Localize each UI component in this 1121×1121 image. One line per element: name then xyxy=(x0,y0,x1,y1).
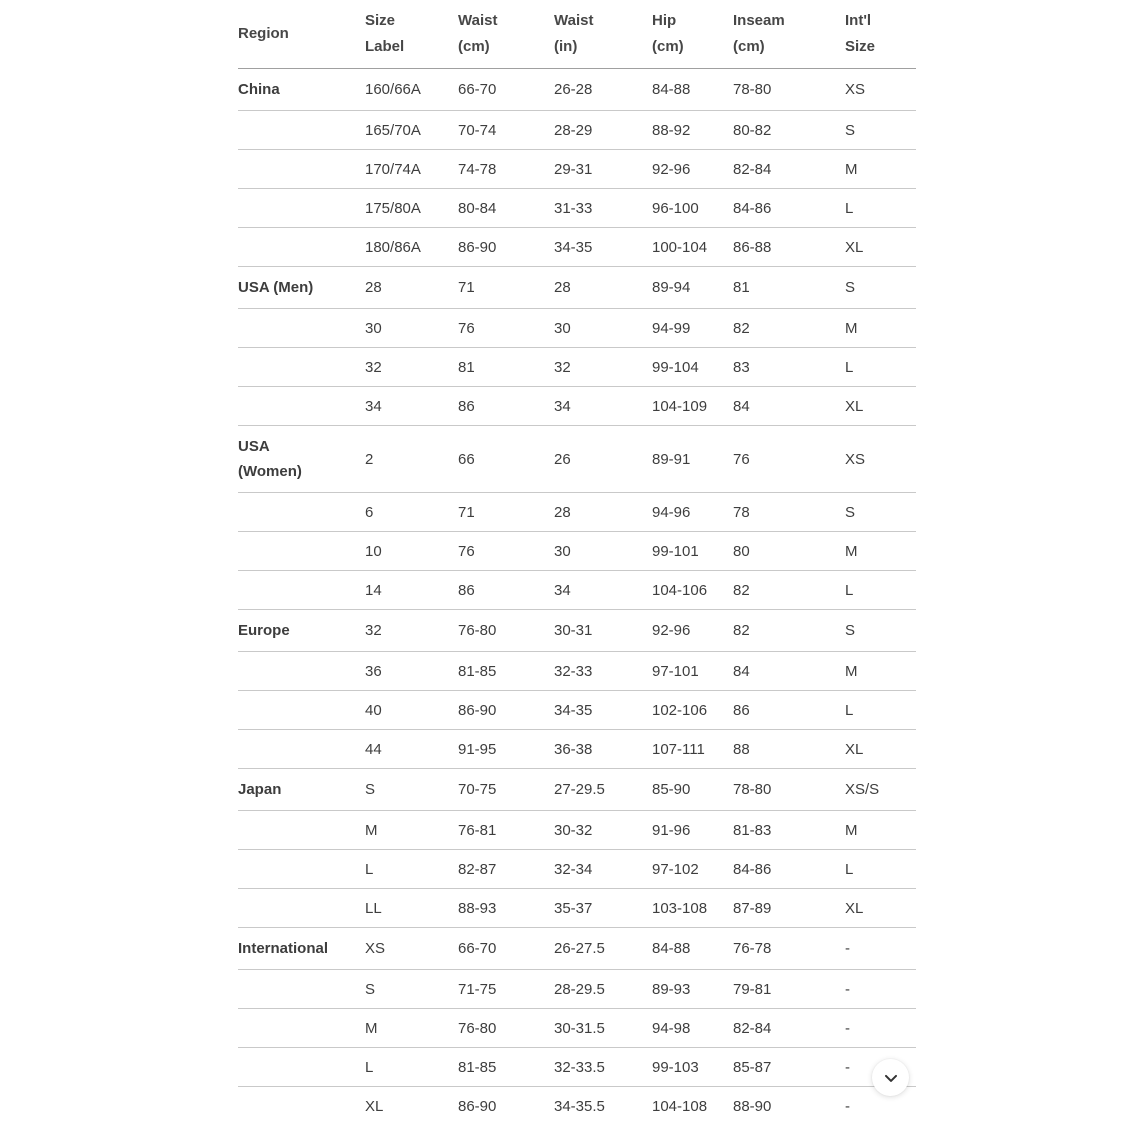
column-header-region: Region xyxy=(238,25,289,42)
data-cell: 89-91 xyxy=(652,450,691,468)
region-label: China xyxy=(238,81,280,98)
column-header-intl_size: Int'l Size xyxy=(845,12,876,55)
table-row xyxy=(238,189,916,228)
data-cell: 14 xyxy=(365,581,382,599)
data-cell: 104-108 xyxy=(652,1097,708,1115)
region-label xyxy=(238,582,365,598)
region-label: USA (Men) xyxy=(238,279,314,296)
region-label: International xyxy=(238,940,329,957)
data-cell: 88-90 xyxy=(733,1097,772,1115)
region-label: Japan xyxy=(238,781,282,798)
data-cell: 94-99 xyxy=(652,319,691,337)
data-cell: 34-35.5 xyxy=(554,1097,605,1115)
data-cell: 81-83 xyxy=(733,821,772,839)
data-cell: 30-32 xyxy=(554,821,593,839)
data-cell: 10 xyxy=(365,542,382,560)
data-cell: 32-34 xyxy=(554,860,593,878)
data-cell: 82-84 xyxy=(733,1019,772,1037)
data-cell: 66-70 xyxy=(458,81,497,98)
data-cell: 88-92 xyxy=(652,121,691,139)
data-cell: 28-29.5 xyxy=(554,980,605,998)
data-cell: L xyxy=(845,199,854,217)
data-cell: 84 xyxy=(733,662,750,680)
data-cell: 85-90 xyxy=(652,781,691,798)
data-cell: M xyxy=(845,542,858,560)
data-cell: 84-86 xyxy=(733,199,772,217)
table-row xyxy=(238,652,916,691)
data-cell: 32 xyxy=(365,358,382,376)
data-cell: M xyxy=(845,821,858,839)
table-row xyxy=(238,150,916,189)
data-cell: 84-88 xyxy=(652,940,691,957)
data-cell: 76-80 xyxy=(458,1019,497,1037)
region-label xyxy=(238,320,365,336)
data-cell: 28-29 xyxy=(554,121,593,139)
region-label xyxy=(238,702,365,718)
table-row xyxy=(238,889,916,928)
data-cell: - xyxy=(845,980,850,998)
data-cell: 97-102 xyxy=(652,860,699,878)
data-cell: XL xyxy=(845,740,864,758)
data-cell: 104-109 xyxy=(652,397,708,415)
region-label xyxy=(238,861,365,877)
table-row xyxy=(238,610,916,652)
data-cell: 26 xyxy=(554,450,571,468)
data-cell: 31-33 xyxy=(554,199,593,217)
data-cell: 82-87 xyxy=(458,860,497,878)
data-cell: 76-81 xyxy=(458,821,497,839)
data-cell: 96-100 xyxy=(652,199,699,217)
region-label xyxy=(238,1098,365,1114)
data-cell: - xyxy=(845,1058,850,1076)
data-cell: 88 xyxy=(733,740,750,758)
data-cell: M xyxy=(365,821,378,839)
data-cell: 82 xyxy=(733,319,750,337)
data-cell: 35-37 xyxy=(554,899,593,917)
region-label xyxy=(238,200,365,216)
data-cell: 28 xyxy=(554,503,571,521)
table-row xyxy=(238,1009,916,1048)
region-label xyxy=(238,543,365,559)
data-cell: 79-81 xyxy=(733,980,772,998)
data-cell: 36 xyxy=(365,662,382,680)
table-row xyxy=(238,970,916,1009)
expand-button[interactable] xyxy=(872,1059,909,1096)
table-row xyxy=(238,928,916,970)
data-cell: 89-94 xyxy=(652,279,691,296)
data-cell: 99-101 xyxy=(652,542,699,560)
data-cell: 80-84 xyxy=(458,199,497,217)
data-cell: XS xyxy=(845,81,866,98)
data-cell: 83 xyxy=(733,358,750,376)
data-cell: 175/80A xyxy=(365,199,421,217)
data-cell: 84-88 xyxy=(652,81,691,98)
data-cell: 86-90 xyxy=(458,238,497,256)
data-cell: 30 xyxy=(554,319,571,337)
data-cell: - xyxy=(845,1097,850,1115)
data-cell: 2 xyxy=(365,450,374,468)
data-cell: 28 xyxy=(365,279,382,296)
data-cell: XS xyxy=(845,450,866,468)
data-cell: 91-95 xyxy=(458,740,497,758)
region-label xyxy=(238,741,365,757)
chevron-down-icon xyxy=(881,1068,901,1088)
data-cell: 66-70 xyxy=(458,940,497,957)
data-cell: S xyxy=(365,781,376,798)
data-cell: 160/66A xyxy=(365,81,421,98)
column-header-inseam_cm: Inseam (cm) xyxy=(733,12,785,55)
data-cell: L xyxy=(845,581,854,599)
data-cell: 81-85 xyxy=(458,662,497,680)
data-cell: 71 xyxy=(458,279,475,296)
data-cell: 76-80 xyxy=(458,622,497,639)
data-cell: 30-31.5 xyxy=(554,1019,605,1037)
region-label xyxy=(238,504,365,520)
table-row xyxy=(238,267,916,309)
data-cell: XS xyxy=(365,940,386,957)
data-cell: 94-96 xyxy=(652,503,691,521)
table-row xyxy=(238,493,916,532)
data-cell: XL xyxy=(845,238,864,256)
region-label xyxy=(238,900,365,916)
data-cell: L xyxy=(845,358,854,376)
data-cell: 32-33.5 xyxy=(554,1058,605,1076)
table-row xyxy=(238,69,916,111)
data-cell: 94-98 xyxy=(652,1019,691,1037)
data-cell: 40 xyxy=(365,701,382,719)
data-cell: 26-28 xyxy=(554,81,593,98)
data-cell: L xyxy=(845,860,854,878)
data-cell: 92-96 xyxy=(652,160,691,178)
table-row xyxy=(238,348,916,387)
data-cell: 78 xyxy=(733,503,750,521)
data-cell: L xyxy=(365,860,374,878)
data-cell: XL xyxy=(365,1097,384,1115)
data-cell: 66 xyxy=(458,450,475,468)
data-cell: LL xyxy=(365,899,382,917)
data-cell: 82 xyxy=(733,581,750,599)
data-cell: 81 xyxy=(458,358,475,376)
table-row xyxy=(238,111,916,150)
region-label xyxy=(238,981,365,997)
data-cell: S xyxy=(845,622,856,639)
data-cell: 34-35 xyxy=(554,701,593,719)
data-cell: - xyxy=(845,940,850,957)
data-cell: M xyxy=(845,319,858,337)
region-label: USA (Women) xyxy=(238,438,302,480)
data-cell: 32 xyxy=(365,622,382,639)
table-row xyxy=(238,850,916,889)
data-cell: 34 xyxy=(365,397,382,415)
region-label xyxy=(238,822,365,838)
data-cell: 74-78 xyxy=(458,160,497,178)
data-cell: XL xyxy=(845,899,864,917)
table-row xyxy=(238,730,916,769)
data-cell: M xyxy=(845,662,858,680)
data-cell: 104-106 xyxy=(652,581,708,599)
data-cell: 76-78 xyxy=(733,940,772,957)
data-cell: 82-84 xyxy=(733,160,772,178)
data-cell: 180/86A xyxy=(365,238,421,256)
table-header-row xyxy=(238,0,916,69)
data-cell: 71-75 xyxy=(458,980,497,998)
data-cell: 78-80 xyxy=(733,781,772,798)
data-cell: M xyxy=(845,160,858,178)
data-cell: 99-103 xyxy=(652,1058,699,1076)
table-row xyxy=(238,1087,916,1121)
data-cell: 102-106 xyxy=(652,701,708,719)
column-header-size_label: Size Label xyxy=(365,12,405,55)
data-cell: 76 xyxy=(458,319,475,337)
data-cell: 82 xyxy=(733,622,750,639)
region-label xyxy=(238,398,365,414)
data-cell: 84-86 xyxy=(733,860,772,878)
size-chart-table xyxy=(238,0,916,1121)
data-cell: 86-88 xyxy=(733,238,772,256)
data-cell: XS/S xyxy=(845,781,880,798)
table-row xyxy=(238,309,916,348)
data-cell: XL xyxy=(845,397,864,415)
data-cell: 86 xyxy=(458,581,475,599)
data-cell: 70-74 xyxy=(458,121,497,139)
data-cell: 29-31 xyxy=(554,160,593,178)
data-cell: 86-90 xyxy=(458,701,497,719)
table-row xyxy=(238,387,916,426)
data-cell: S xyxy=(365,980,376,998)
data-cell: 81-85 xyxy=(458,1058,497,1076)
data-cell: 30 xyxy=(554,542,571,560)
column-header-waist_in: Waist (in) xyxy=(554,12,594,55)
data-cell: 71 xyxy=(458,503,475,521)
table-row xyxy=(238,691,916,730)
table-row xyxy=(238,1048,916,1087)
data-cell: S xyxy=(845,279,856,296)
data-cell: 103-108 xyxy=(652,899,708,917)
table-row xyxy=(238,769,916,811)
table-row xyxy=(238,228,916,267)
data-cell: 30-31 xyxy=(554,622,593,639)
table-row xyxy=(238,571,916,610)
data-cell: S xyxy=(845,121,856,139)
data-cell: 100-104 xyxy=(652,238,708,256)
data-cell: 165/70A xyxy=(365,121,421,139)
data-cell: 80 xyxy=(733,542,750,560)
table-row xyxy=(238,532,916,571)
table-row xyxy=(238,426,916,493)
data-cell: 170/74A xyxy=(365,160,421,178)
data-cell: 32 xyxy=(554,358,571,376)
data-cell: 6 xyxy=(365,503,374,521)
region-label xyxy=(238,161,365,177)
data-cell: 78-80 xyxy=(733,81,772,98)
table-row xyxy=(238,811,916,850)
table-body xyxy=(238,69,916,1121)
data-cell: 32-33 xyxy=(554,662,593,680)
data-cell: - xyxy=(845,1019,850,1037)
data-cell: 30 xyxy=(365,319,382,337)
region-label xyxy=(238,239,365,255)
column-header-waist_cm: Waist (cm) xyxy=(458,12,498,55)
region-label xyxy=(238,1059,365,1075)
data-cell: 92-96 xyxy=(652,622,691,639)
column-header-hip_cm: Hip (cm) xyxy=(652,12,684,55)
data-cell: S xyxy=(845,503,856,521)
data-cell: M xyxy=(365,1019,378,1037)
data-cell: 76 xyxy=(733,450,750,468)
data-cell: 36-38 xyxy=(554,740,593,758)
data-cell: 34 xyxy=(554,397,571,415)
data-cell: 80-82 xyxy=(733,121,772,139)
data-cell: 87-89 xyxy=(733,899,772,917)
region-label xyxy=(238,122,365,138)
data-cell: 84 xyxy=(733,397,750,415)
region-label: Europe xyxy=(238,622,290,639)
data-cell: 88-93 xyxy=(458,899,497,917)
data-cell: 81 xyxy=(733,279,750,296)
data-cell: 34-35 xyxy=(554,238,593,256)
data-cell: 91-96 xyxy=(652,821,691,839)
data-cell: 89-93 xyxy=(652,980,691,998)
data-cell: L xyxy=(845,701,854,719)
data-cell: 99-104 xyxy=(652,358,699,376)
data-cell: 85-87 xyxy=(733,1058,772,1076)
data-cell: 86-90 xyxy=(458,1097,497,1115)
region-label xyxy=(238,1020,365,1036)
data-cell: 26-27.5 xyxy=(554,940,605,957)
data-cell: 28 xyxy=(554,279,571,296)
region-label xyxy=(238,663,365,679)
data-cell: 44 xyxy=(365,740,382,758)
data-cell: L xyxy=(365,1058,374,1076)
region-label xyxy=(238,359,365,375)
data-cell: 70-75 xyxy=(458,781,497,798)
data-cell: 76 xyxy=(458,542,475,560)
data-cell: 86 xyxy=(733,701,750,719)
data-cell: 107-111 xyxy=(652,740,705,758)
data-cell: 27-29.5 xyxy=(554,781,605,798)
data-cell: 34 xyxy=(554,581,571,599)
data-cell: 97-101 xyxy=(652,662,699,680)
data-cell: 86 xyxy=(458,397,475,415)
